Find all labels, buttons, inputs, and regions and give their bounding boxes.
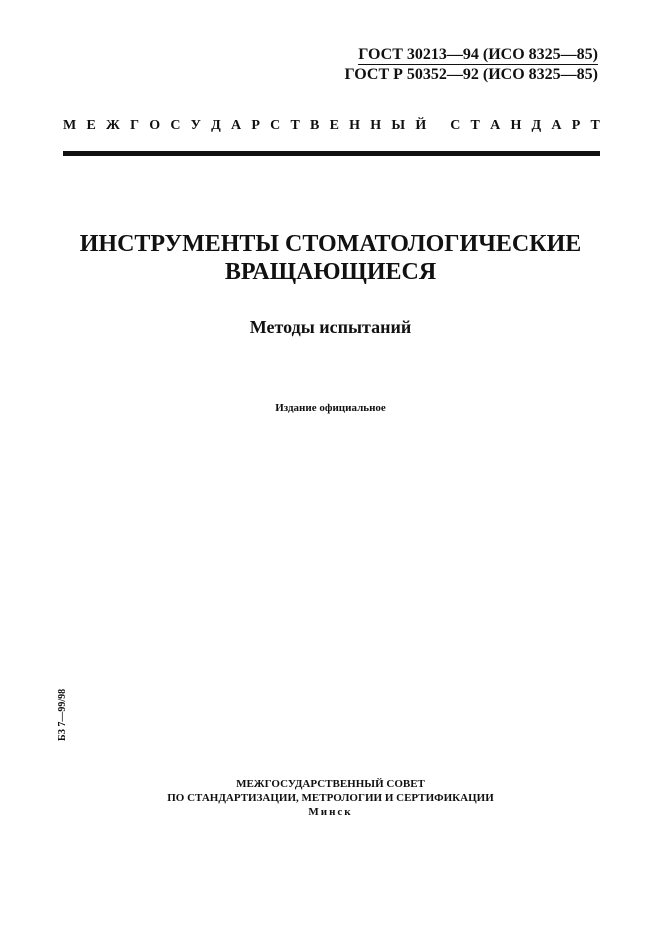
heading-letter: С [170,118,181,133]
heading-letter: О [149,118,161,133]
publisher-city: Минск [308,806,353,818]
heading-letter: Д [531,118,542,133]
standard-codes [344,46,598,84]
heading-letter: А [551,118,562,133]
title-line-1: ИНСТРУМЕНТЫ СТОМАТОЛОГИЧЕСКИЕ [79,231,582,257]
heading-letter: Й [415,118,427,133]
side-catalog-code: БЗ 7—99/98 [57,688,68,741]
heading-letter: Н [510,118,522,133]
heading-letter: Н [349,118,361,133]
document-title [40,230,621,286]
edition-note: Издание официальное [275,402,386,414]
heading-letter: С [270,118,281,133]
heading-letter: Ж [106,118,120,133]
heading-letter: М [63,118,77,133]
standard-type-heading [63,118,600,134]
heading-letter: Е [329,118,339,133]
heading-letter: Ы [391,118,406,133]
heading-letter: А [231,118,242,133]
heading-letter: Н [370,118,382,133]
document-subtitle: Методы испытаний [249,317,412,337]
heading-letter: Т [590,118,600,133]
heading-letter: А [490,118,501,133]
heading-letter: Д [211,118,221,133]
heading-letter: В [310,118,320,133]
publisher-line-2: ПО СТАНДАРТИЗАЦИИ, МЕТРОЛОГИИ И СЕРТИФИКАЦИИ [167,792,494,804]
heading-letter: У [190,118,201,133]
standard-code-national: ГОСТ Р 50352—92 (ИСО 8325—85) [344,66,598,83]
heading-space [436,118,440,134]
heading-letter: Т [470,118,480,133]
publisher-block [40,777,621,819]
heading-letter: Т [290,118,300,133]
heading-letter: Е [86,118,96,133]
publisher-line-1: МЕЖГОСУДАРСТВЕННЫЙ СОВЕТ [236,778,425,790]
heading-letter: Р [251,118,260,133]
title-line-2: ВРАЩАЮЩИЕСЯ [224,259,437,285]
standard-code-interstate: ГОСТ 30213—94 (ИСО 8325—85) [358,46,598,63]
heading-letter: С [450,118,461,133]
heading-divider [63,151,600,156]
heading-letter: Р [571,118,581,133]
heading-letter: Г [130,118,139,133]
